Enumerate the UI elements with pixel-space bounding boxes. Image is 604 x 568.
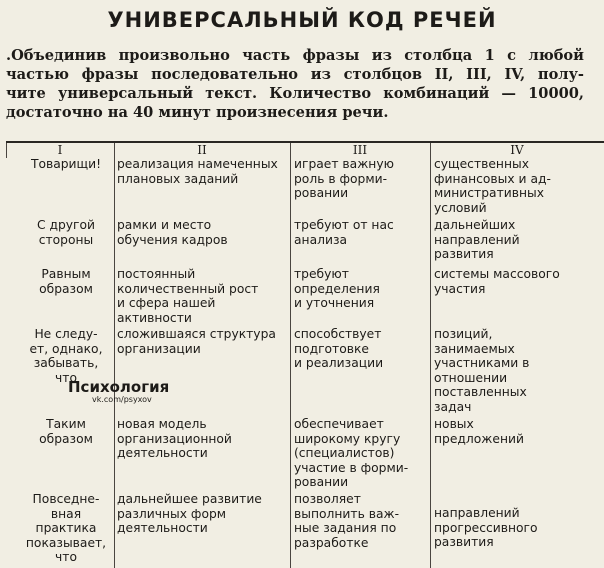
intro-line: чите универсальный текст. Количество комбинаций — 10000, (6, 85, 584, 102)
table-cell: сложившаяся структура организации (117, 327, 276, 356)
table-cell: требуют от нас анализа (294, 218, 394, 247)
table-cell: дальнейшее развитие различных форм деятельности (117, 492, 262, 536)
column-header-3: III (352, 143, 368, 157)
table-cell: позиций, занимаемых участниками в отношении поставленных задач (434, 327, 530, 414)
table-cell: существенных финансовых и ад- министративных условий (434, 157, 551, 215)
intro-line: .Объединив произвольно часть фразы из столбца 1 с любой (6, 47, 584, 64)
column-divider (290, 143, 291, 568)
table-cell: Не следу- ет, однако, забывать, что (29, 327, 103, 385)
table-cell: системы массового участия (434, 267, 560, 296)
intro-line: достаточно на 40 минут произнесения речи. (6, 104, 389, 121)
table-cell: рамки и место обучения кадров (117, 218, 228, 247)
psychology-watermark-logo: Психология (68, 378, 170, 396)
table-cell: Равным образом (39, 267, 93, 296)
table-cell: реализация намеченных плановых заданий (117, 157, 278, 186)
page-title: УНИВЕРСАЛЬНЫЙ КОД РЕЧЕЙ (107, 8, 497, 32)
column-divider (430, 143, 431, 568)
table-cell: требуют определения и уточнения (294, 267, 380, 311)
table-cell: новая модель организационной деятельности (117, 417, 232, 461)
table-cell: С другой стороны (36, 218, 96, 247)
table-cell: Таким образом (39, 417, 93, 446)
column-header-4: IV (510, 143, 524, 157)
column-header-1: I (57, 143, 63, 157)
column-divider (6, 143, 7, 158)
table-cell: способствует подготовке и реализации (294, 327, 384, 371)
table-cell: направлений прогрессивного развития (434, 506, 538, 550)
table-cell: Повседне- вная практика показывает, что (25, 492, 107, 565)
table-cell: играет важную роль в форми- ровании (294, 157, 394, 201)
column-header-2: II (197, 143, 207, 157)
watermark-url: vk.com/psyxov (92, 395, 152, 404)
table-cell: дальнейших направлений развития (434, 218, 520, 262)
table-cell: обеспечивает широкому кругу (специалистов) участие в форми- ровании (294, 417, 409, 490)
intro-paragraph (6, 46, 584, 122)
intro-line: частью фразы последовательно из столбцов II, III, IV, полу- (6, 66, 584, 83)
table-cell: постоянный количественный рост и сфера нашей активности (117, 267, 259, 325)
table-cell: Товарищи! (30, 157, 102, 171)
table-cell: новых предложений (434, 417, 524, 446)
table-cell: позволяет выполнить важ- ные задания по разработке (294, 492, 400, 550)
column-divider (114, 143, 115, 568)
